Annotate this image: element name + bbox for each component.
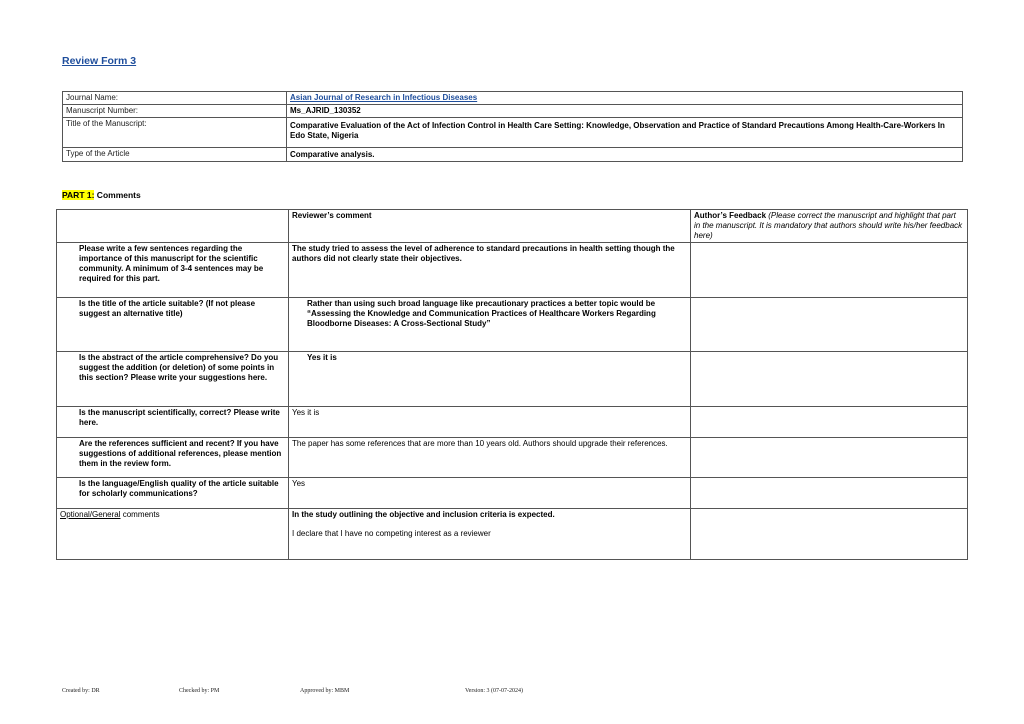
optional-answer: In the study outlining the objective and inclusion criteria is expected. bbox=[292, 510, 555, 519]
feedback-references[interactable] bbox=[691, 438, 968, 478]
optional-general-text: Optional/General bbox=[60, 510, 121, 519]
manuscript-info-table bbox=[62, 91, 963, 162]
author-feedback-instruction: (Please correct the manuscript and highlight that part in the manuscript. It is mandatory that authors should write his/her feedback here) bbox=[694, 211, 963, 240]
competing-interest-declaration: I declare that I have no competing interest as a reviewer bbox=[292, 529, 491, 538]
answer-language: Yes bbox=[289, 478, 691, 509]
answer-scientific: Yes it is bbox=[289, 407, 691, 438]
comment-row-abstract bbox=[57, 352, 968, 407]
optional-comments-text: comments bbox=[120, 510, 160, 519]
question-scientific: Is the manuscript scientifically, correct? Please write here. bbox=[57, 407, 289, 438]
question-title: Is the title of the article suitable? (If not please suggest an alternative title) bbox=[57, 298, 289, 352]
comment-row-scientific bbox=[57, 407, 968, 438]
feedback-optional[interactable] bbox=[691, 509, 968, 560]
answer-references: The paper has some references that are more than 10 years old. Authors should upgrade their references. bbox=[289, 438, 691, 478]
header-reviewer-comment: Reviewer’s comment bbox=[289, 210, 691, 243]
question-references: Are the references sufficient and recent? If you have suggestions of additional references, please mention them in the review form. bbox=[57, 438, 289, 478]
comment-row-importance bbox=[57, 243, 968, 298]
manuscript-title-row bbox=[63, 118, 963, 148]
manuscript-title-label: Title of the Manuscript: bbox=[63, 118, 287, 148]
comments-table bbox=[56, 209, 968, 560]
feedback-scientific[interactable] bbox=[691, 407, 968, 438]
journal-row bbox=[63, 92, 963, 105]
manuscript-number-row bbox=[63, 105, 963, 118]
journal-link[interactable]: Asian Journal of Research in Infectious Diseases bbox=[290, 93, 478, 102]
part1-label: Comments bbox=[94, 190, 141, 200]
comment-row-optional bbox=[57, 509, 968, 560]
part1-highlight: PART 1: bbox=[62, 190, 95, 200]
header-empty-cell bbox=[57, 210, 289, 243]
answer-abstract: Yes it is bbox=[289, 352, 691, 407]
question-language: Is the language/English quality of the article suitable for scholarly communications? bbox=[57, 478, 289, 509]
feedback-importance[interactable] bbox=[691, 243, 968, 298]
article-type-value: Comparative analysis. bbox=[287, 148, 963, 162]
manuscript-number-label: Manuscript Number: bbox=[63, 105, 287, 118]
footer-approved-by: Approved by: MBM bbox=[300, 688, 350, 694]
optional-answer-cell bbox=[289, 509, 691, 560]
feedback-abstract[interactable] bbox=[691, 352, 968, 407]
comment-row-references bbox=[57, 438, 968, 478]
part1-heading bbox=[62, 190, 141, 200]
answer-title: Rather than using such broad language like precautionary practices a better topic would be “Assessing the Knowledge and Communication Practices of Healthcare Workers Regarding Bloodborne Diseases: A Cross-Sectional Study” bbox=[289, 298, 691, 352]
footer-created-by: Created by: DR bbox=[62, 688, 100, 694]
manuscript-number-value: Ms_AJRID_130352 bbox=[287, 105, 963, 118]
optional-comments-label bbox=[57, 509, 289, 560]
article-type-row bbox=[63, 148, 963, 162]
manuscript-title-value: Comparative Evaluation of the Act of Infection Control in Health Care Setting: Knowledge, Observation and Practice of Standard Precautions Among Health-Care-Workers In Edo State, Nigeria bbox=[287, 118, 963, 148]
author-feedback-title: Author’s Feedback bbox=[694, 211, 767, 220]
footer-version: Version: 3 (07-07-2024) bbox=[465, 688, 523, 694]
feedback-title[interactable] bbox=[691, 298, 968, 352]
question-importance: Please write a few sentences regarding the importance of this manuscript for the scientific community. A minimum of 3-4 sentences may be required for this part. bbox=[57, 243, 289, 298]
form-title: Review Form 3 bbox=[62, 55, 137, 67]
comment-row-language bbox=[57, 478, 968, 509]
journal-label: Journal Name: bbox=[63, 92, 287, 105]
header-author-feedback bbox=[691, 210, 968, 243]
article-type-label: Type of the Article bbox=[63, 148, 287, 162]
journal-value bbox=[287, 92, 963, 105]
question-abstract: Is the abstract of the article comprehensive? Do you suggest the addition (or deletion) of some points in this section? Please write your suggestions here. bbox=[57, 352, 289, 407]
comment-row-title bbox=[57, 298, 968, 352]
comments-header-row bbox=[57, 210, 968, 243]
answer-importance: The study tried to assess the level of adherence to standard precautions in health setting though the authors did not clearly state their objectives. bbox=[289, 243, 691, 298]
footer-checked-by: Checked by: PM bbox=[179, 688, 220, 694]
feedback-language[interactable] bbox=[691, 478, 968, 509]
